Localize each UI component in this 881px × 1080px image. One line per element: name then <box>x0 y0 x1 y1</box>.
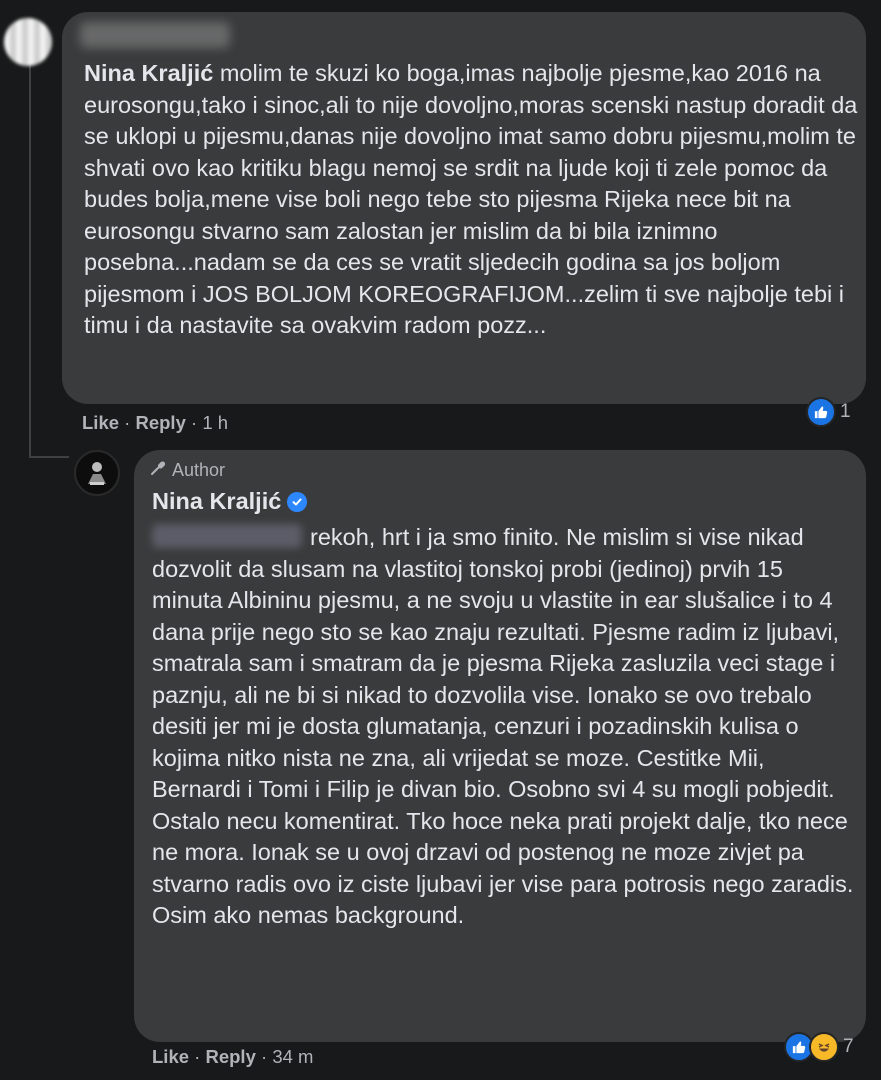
reaction-count: 7 <box>843 1036 854 1057</box>
like-link[interactable]: Like <box>152 1046 190 1067</box>
separator: · <box>261 1046 268 1067</box>
commenter-avatar[interactable] <box>4 18 52 66</box>
reply-link[interactable]: Reply <box>205 1046 256 1067</box>
separator: · <box>194 1046 201 1067</box>
microphone-icon <box>150 460 166 481</box>
reply-author-row <box>152 488 307 515</box>
comment-actions <box>82 412 228 434</box>
comment-timestamp[interactable]: 1 h <box>202 412 229 433</box>
reply-actions <box>152 1046 313 1068</box>
blurred-mention[interactable] <box>152 524 302 548</box>
thread-line <box>29 58 31 458</box>
author-avatar[interactable] <box>74 450 120 496</box>
haha-icon <box>809 1032 839 1062</box>
reply-reaction-summary[interactable] <box>784 1032 854 1062</box>
reaction-count: 1 <box>840 401 851 422</box>
reaction-summary[interactable] <box>806 397 851 427</box>
blurred-commenter-name[interactable] <box>80 22 230 48</box>
reply-text: rekoh, hrt i ja smo finito. Ne mislim si vise nikad dozvolit da slusam na vlastitoj tonskoj probi (jedinoj) prvih 15 minuta Albininu pjesmu, a ne svoju u vlastite in ear slušalice i to 4 dana prije nego sto se kao znaju rezultati. Pjesme radim iz ljubavi, smatrala sam i smatram da je pjesma Rijeka zasluzila veci stage i paznju, ali ne bi si nikad to dozvolila vise. Ionako se ovo trebalo desiti jer mi je dosta glumatanja, cenzuri i pozadinskih kulisa o kojima nitko nista ne zna, ali vrijedat se moze. Cestitke Mii, Bernardi i Tomi i Filip je divan bio. Osobno svi 4 su mogli pobjedit. Ostalo necu komentirat. Tko hoce neka prati projekt dalje, tko nece ne mora. Ionak se u ovoj drzavi od postenog ne moze zivjet pa stvarno radis ovo iz ciste ljubavi jer vise para potrosis nego zaradis. Osim ako nemas background. <box>152 524 854 928</box>
reply-author-name[interactable]: Nina Kraljić <box>152 488 282 514</box>
like-icon <box>806 397 836 427</box>
reply-body <box>152 522 857 932</box>
comment-body <box>84 58 859 342</box>
author-badge <box>150 460 225 481</box>
like-link[interactable]: Like <box>82 412 120 433</box>
mentioned-author[interactable]: Nina Kraljić <box>84 60 214 86</box>
reply-link[interactable]: Reply <box>135 412 186 433</box>
author-badge-label: Author <box>172 460 226 480</box>
separator: · <box>191 412 198 433</box>
thread-connector <box>29 456 69 458</box>
separator: · <box>124 412 131 433</box>
verified-badge-icon <box>287 492 307 512</box>
comment-text: molim te skuzi ko boga,imas najbolje pjesme,kao 2016 na eurosongu,tako i sinoc,ali to nije dovoljno,moras scenski nastup doradit da se uklopi u pijesmu,danas nije dovoljno imat samo dobru pijesmu,molim te shvati ovo kao kritiku blagu nemoj se srdit na ljude koji ti zele pomoc da budes bolja,mene vise boli nego tebe sto pijesma Rijeka nece bit na eurosongu stvarno sam zalostan jer mislim da bi bila iznimno posebna...nadam se da ces se vratit sljedecih godina sa jos boljom pijesmom i JOS BOLJOM KOREOGRAFIJOM...zelim ti sve najbolje tebi i timu i da nastavite sa ovakvim radom pozz... <box>84 60 858 338</box>
reply-timestamp[interactable]: 34 m <box>272 1046 314 1067</box>
